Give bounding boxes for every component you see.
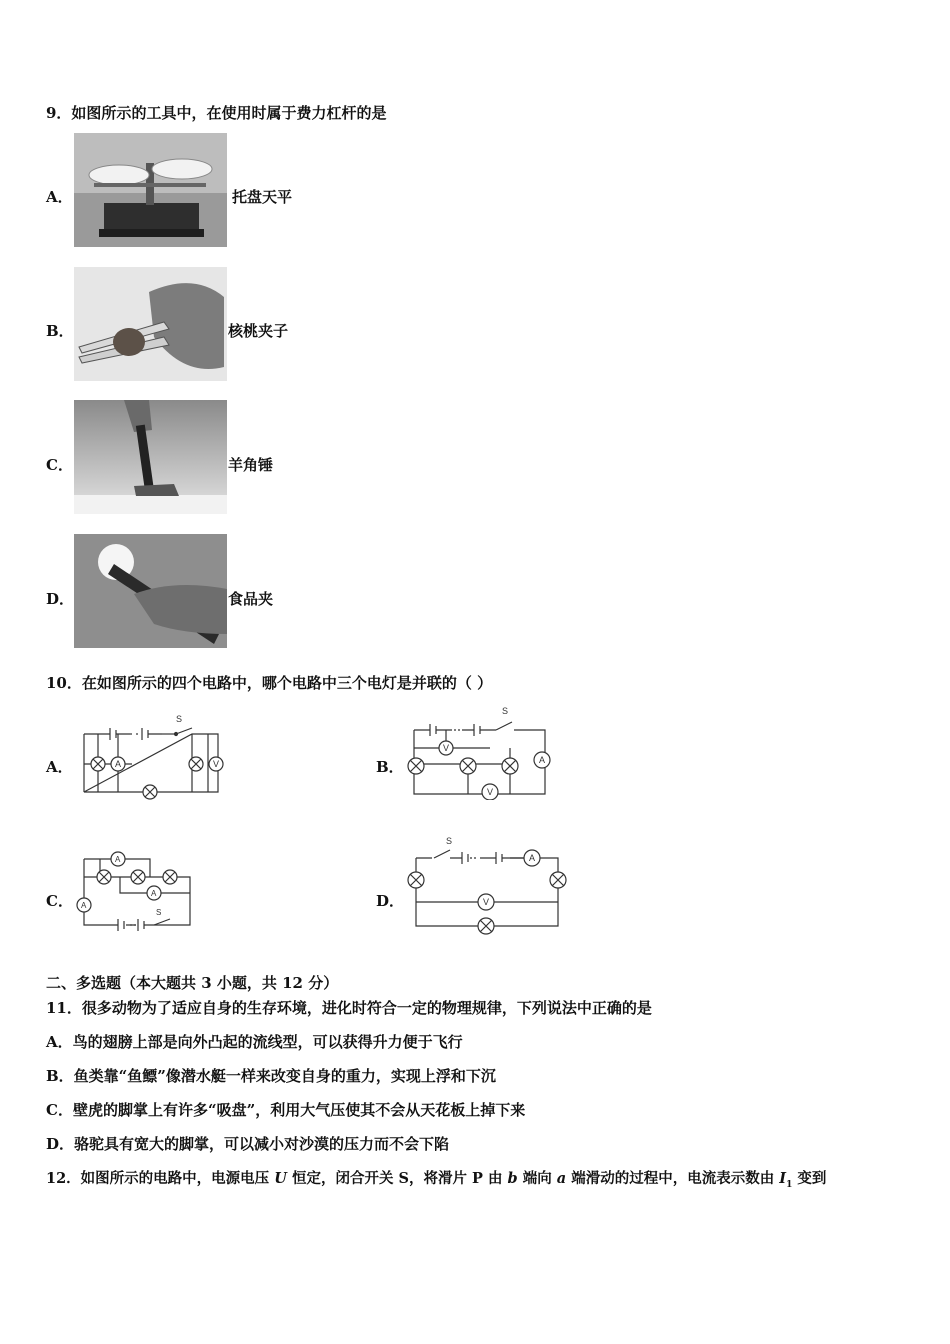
svg-text:A: A — [539, 755, 546, 765]
circuit-a-diagram — [70, 710, 230, 800]
q9-option-b-text: 核桃夹子 — [228, 322, 289, 340]
q9-option-a-letter: A． — [46, 188, 73, 206]
q11-option-d: D．骆驼具有宽大的脚掌，可以减小对沙漠的压力而不会下陷 — [46, 1135, 450, 1153]
balance-scale-photo — [74, 133, 227, 247]
circuit-a-switch-label: S — [176, 714, 183, 724]
q9-option-d-letter: D． — [46, 590, 75, 608]
q10-option-d-letter: D． — [376, 892, 405, 910]
q11-option-c: C．壁虎的脚掌上有许多“吸盘”，利用大气压使其不会从天花板上掉下来 — [46, 1101, 526, 1119]
svg-text:S: S — [502, 706, 509, 716]
svg-text:A: A — [115, 759, 122, 769]
svg-text:V: V — [483, 897, 490, 907]
q9-stem: 9．如图所示的工具中，在使用时属于费力杠杆的是 — [46, 104, 387, 122]
svg-text:S: S — [446, 836, 453, 846]
food-tongs-photo — [74, 534, 227, 648]
q11-option-b: B．鱼类靠“鱼鳔”像潜水艇一样来改变自身的重力，实现上浮和下沉 — [46, 1067, 496, 1085]
svg-text:A: A — [529, 853, 536, 863]
q9-option-b-letter: B． — [46, 322, 74, 340]
q9-option-c-text: 羊角锤 — [228, 456, 274, 474]
circuit-b-diagram — [400, 700, 560, 800]
svg-text:A: A — [81, 901, 87, 910]
claw-hammer-photo — [74, 400, 227, 514]
q10-option-a-letter: A． — [46, 758, 73, 776]
q11-stem: 11．很多动物为了适应自身的生存环境，进化时符合一定的物理规律，下列说法中正确的是 — [46, 999, 652, 1017]
q9-option-d-text: 食品夹 — [228, 590, 274, 608]
q12-stem: 12．如图所示的电路中，电源电压 U 恒定，闭合开关 S，将滑片 P 由 b 端向 a 端滑动的过程中，电流表示数由 $I_1$ 变到 — [46, 1170, 827, 1190]
svg-text:A: A — [115, 855, 121, 864]
q9-option-c-letter: C． — [46, 456, 73, 474]
svg-text:V: V — [443, 743, 450, 753]
svg-text:V: V — [487, 787, 494, 797]
nutcracker-photo — [74, 267, 227, 381]
circuit-d-diagram — [400, 830, 570, 936]
svg-text:V: V — [213, 759, 220, 769]
q10-stem: 10．在如图所示的四个电路中，哪个电路中三个电灯是并联的（ ） — [46, 674, 493, 692]
svg-text:A: A — [151, 889, 157, 898]
q10-option-b-letter: B． — [376, 758, 404, 776]
q9-option-a-text: 托盘天平 — [232, 188, 293, 206]
q10-option-c-letter: C． — [46, 892, 73, 910]
section-2-title: 二、多选题（本大题共 3 小题，共 12 分） — [46, 974, 339, 992]
circuit-c-diagram — [70, 845, 200, 935]
svg-text:S: S — [156, 908, 162, 917]
q11-option-a: A．鸟的翅膀上部是向外凸起的流线型，可以获得升力便于飞行 — [46, 1033, 463, 1051]
